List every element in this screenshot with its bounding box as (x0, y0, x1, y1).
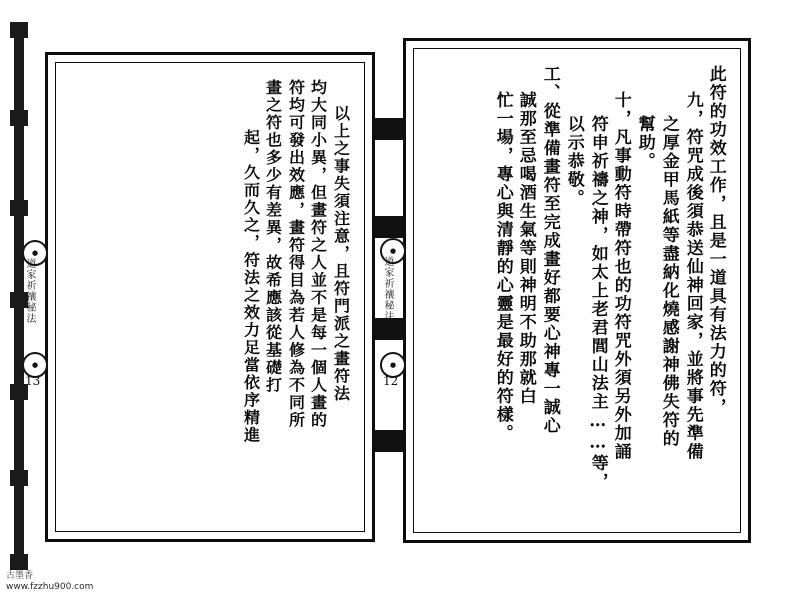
folio-number-right: 12 (383, 374, 399, 388)
text-column: 九，符咒成後須恭送仙神回家，並將事先準備 (682, 90, 703, 462)
footer-site: www.fzzhu900.com (6, 581, 94, 592)
text-column: 符均可發出效應，畫符得目為若人修為不同所 (286, 78, 306, 430)
binding-notch (10, 470, 28, 486)
page-left-inner-border (55, 62, 365, 532)
gutter-binding-block (371, 430, 406, 452)
text-column: 忙一場，專心與清靜的心靈是最好的符樣。 (492, 90, 513, 443)
book-page-right (403, 38, 751, 543)
binding-notch (10, 110, 28, 126)
spine-caption-right: 道家祈禳秘法 (382, 256, 393, 322)
text-column: 均大同小異，但畫符之人並不是每一個人畫的 (308, 78, 328, 430)
page-left-text-block (70, 79, 350, 515)
page-seal-left-lower: ● (22, 352, 48, 378)
text-column: 之厚金甲馬紙等盡納化燒感謝神佛失符的 (658, 114, 679, 449)
page-seal-left: ● (22, 240, 48, 266)
page-right-inner-border (413, 48, 741, 533)
text-column: 幫助。 (634, 114, 655, 171)
page-seal-right: ● (380, 238, 406, 264)
text-column: 符申祈禱之神，如太上老君閭山法主……等， (587, 114, 608, 492)
book-page-left (45, 52, 375, 542)
text-column: 畫之符也多少有差異，故希應該從基礎打 (263, 78, 283, 395)
text-column: 此符的功效工作，且是一道具有法力的符， (706, 64, 726, 417)
spine-caption-left: 道家祈禳秘法 (24, 258, 35, 324)
text-column: 以示恭敬。 (563, 114, 584, 208)
text-column: 十，凡事動符時帶符也的功符咒外須另外加誦 (611, 90, 631, 462)
binding-notch (10, 22, 28, 38)
binding-notch (10, 554, 28, 570)
page-seal-right-lower: ● (380, 352, 406, 378)
text-column: 以上之事失須注意，且符門派之畫符法 (331, 104, 350, 403)
gutter-binding-block (371, 216, 406, 238)
footer-watermark (6, 571, 93, 594)
binding-notch (10, 200, 28, 216)
text-column: 工、從準備畫符至完成畫好都要心神專一誠心 (539, 64, 560, 436)
folio-number-left: 13 (25, 374, 41, 388)
footer-label: 古墨香 (6, 570, 34, 581)
page-right-text-block (428, 65, 726, 516)
text-column: 誠那至忌喝酒生氣等則神明不助那就白 (516, 90, 536, 406)
gutter-binding-block (371, 118, 406, 140)
text-column: 起，久而久之，符法之效力足當依序精進 (241, 128, 261, 445)
